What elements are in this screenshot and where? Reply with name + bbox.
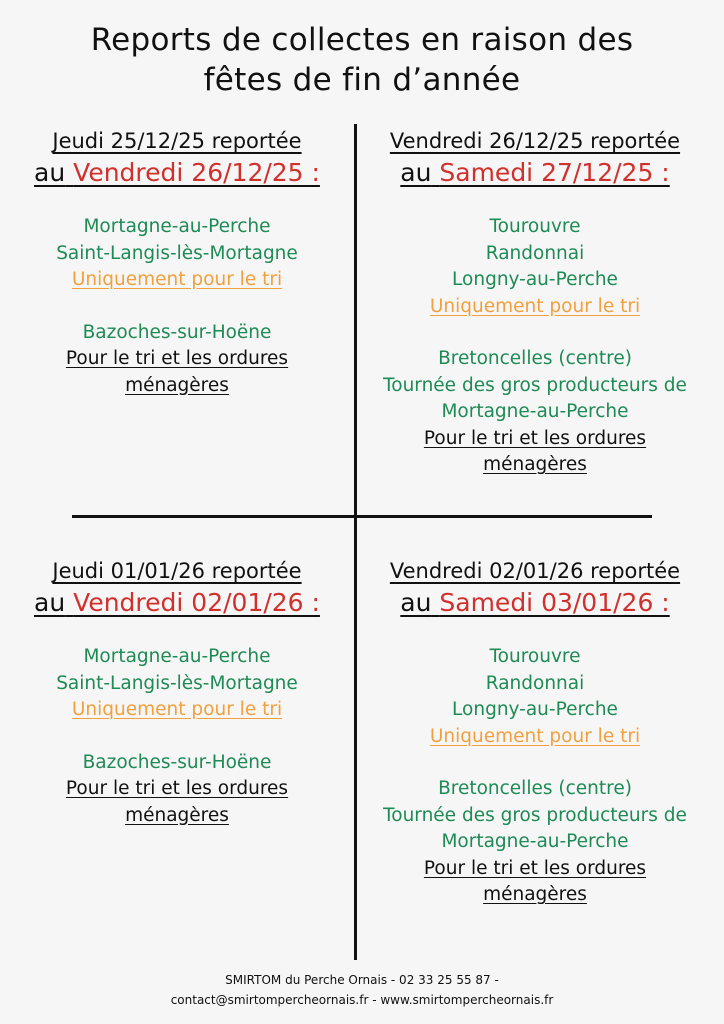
town: Saint-Langis-lès-Mortagne	[56, 242, 298, 264]
footer-contact-line-1: SMIRTOM du Perche Ornais - 02 33 25 55 87 -	[225, 973, 499, 987]
sorting-and-waste-note-line-1: Pour le tri et les ordures	[65, 348, 289, 369]
town: Randonnai	[485, 672, 585, 694]
sorting-and-waste-note-line-2: ménagères	[125, 374, 229, 396]
town-list	[0, 644, 354, 829]
town: Bretoncelles (centre)	[438, 348, 632, 369]
town: Saint-Langis-lès-Mortagne	[56, 672, 298, 694]
quadrant-top-right	[358, 126, 712, 479]
town: Tournée des gros producteurs de	[383, 374, 687, 396]
horizontal-divider	[72, 515, 652, 518]
page-title	[0, 20, 724, 100]
sorting-and-waste-note-line-2: ménagères	[125, 804, 229, 826]
sorting-and-waste-note-line-1: Pour le tri et les ordures	[423, 857, 647, 879]
town: Mortagne-au-Perche	[83, 216, 271, 237]
town: Mortagne-au-Perche	[83, 646, 271, 667]
footer	[0, 970, 724, 1010]
new-date	[358, 156, 712, 190]
new-date-value: Vendredi 02/01/26 :	[73, 588, 320, 617]
new-date-value: Samedi 27/12/25 :	[439, 158, 670, 187]
title-line-1: Reports de collectes en raison des	[90, 22, 634, 58]
sorting-only-note: Uniquement pour le tri	[71, 699, 283, 720]
new-date-value: Samedi 03/01/26 :	[439, 588, 670, 617]
original-date: Vendredi 26/12/25 reportée	[389, 129, 681, 153]
vertical-divider	[354, 124, 357, 960]
town-list	[0, 214, 354, 399]
town: Longny-au-Perche	[452, 699, 618, 720]
town: Mortagne-au-Perche	[441, 831, 629, 852]
town-list	[358, 644, 712, 909]
sorting-and-waste-note-line-2: ménagères	[483, 454, 587, 475]
town: Mortagne-au-Perche	[441, 401, 629, 422]
new-date	[0, 586, 354, 620]
original-date: Vendredi 02/01/26 reportée	[389, 559, 681, 583]
footer-contact-line-2: contact@smirtompercheornais.fr - www.smirtompercheornais.fr	[170, 993, 554, 1007]
new-date	[358, 586, 712, 620]
sorting-only-note: Uniquement pour le tri	[429, 295, 641, 317]
title-line-2: fêtes de fin d’année	[203, 62, 521, 98]
quadrant-bottom-right	[358, 556, 712, 909]
town: Tourouvre	[489, 646, 581, 667]
new-date-prefix: au	[34, 158, 66, 187]
town: Tourouvre	[489, 216, 581, 237]
sorting-only-note: Uniquement pour le tri	[71, 269, 283, 290]
quadrant-top-left	[0, 126, 354, 399]
town: Longny-au-Perche	[452, 269, 618, 290]
sorting-and-waste-note-line-2: ménagères	[483, 884, 587, 905]
new-date-prefix: au	[34, 588, 66, 617]
sorting-and-waste-note-line-1: Pour le tri et les ordures	[65, 778, 289, 799]
town: Tournée des gros producteurs de	[383, 804, 687, 826]
original-date: Jeudi 25/12/25 reportée	[52, 129, 302, 153]
town: Bretoncelles (centre)	[438, 778, 632, 799]
quadrant-bottom-left	[0, 556, 354, 829]
new-date	[0, 156, 354, 190]
original-date: Jeudi 01/01/26 reportée	[52, 559, 302, 583]
sorting-only-note: Uniquement pour le tri	[429, 725, 641, 747]
town-list	[358, 214, 712, 479]
sorting-and-waste-note-line-1: Pour le tri et les ordures	[423, 427, 647, 449]
new-date-prefix: au	[400, 588, 432, 617]
town: Bazoches-sur-Hoëne	[82, 321, 272, 343]
new-date-prefix: au	[400, 158, 432, 187]
town: Bazoches-sur-Hoëne	[82, 751, 272, 773]
new-date-value: Vendredi 26/12/25 :	[73, 158, 320, 187]
town: Randonnai	[485, 242, 585, 264]
